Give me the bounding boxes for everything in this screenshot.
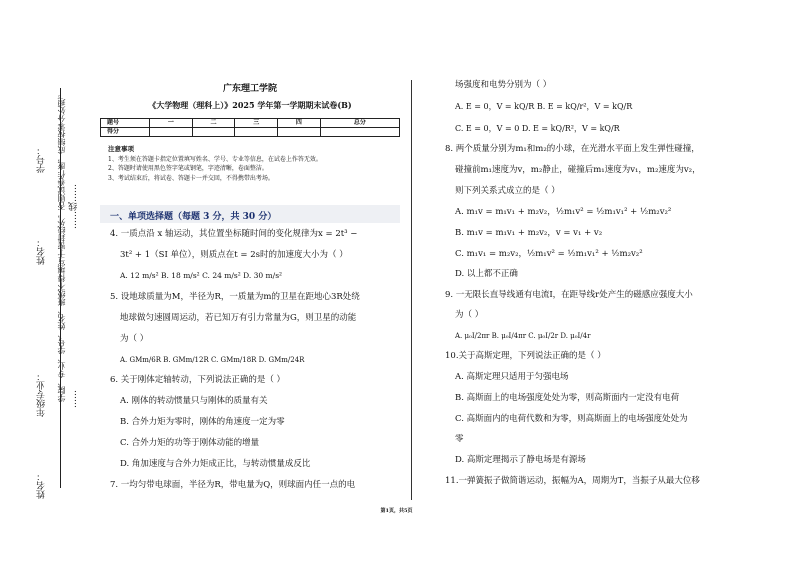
score-header-cell: 二 <box>192 119 235 128</box>
score-header-cell: 四 <box>278 119 321 128</box>
binding-dots-2: …… <box>69 390 79 408</box>
q10-option-c: C. 高斯面内的电荷代数和为零，则高斯面上的电场强度处处为 <box>455 414 688 424</box>
score-header-cell: 总分 <box>320 119 399 128</box>
column-divider <box>411 80 412 500</box>
score-cell <box>192 128 235 137</box>
q7-options-row2: C. E = 0，V = 0 D. E = kQ/R²，V = kQ/R <box>455 124 620 133</box>
score-header-cell: 三 <box>235 119 278 128</box>
page-footer: 第1页，共5页 <box>380 508 413 514</box>
section-title: 一、单项选择题（每题 3 分，共 30 分） <box>110 212 277 222</box>
notice-title: 注意事项 <box>108 145 134 153</box>
q8-option-b: B. m₁v = m₁v₁ + m₂v₂，v = v₁ + v₂ <box>455 228 603 238</box>
q6-option-d: D. 角加速度与合外力矩成正比，与转动惯量成反比 <box>120 459 311 469</box>
q8-line3: 则下列关系式成立的是（ ） <box>455 186 560 196</box>
exam-title: 《大学物理（理科上）》2025 学年第一学期期末试卷(B) <box>148 100 352 110</box>
score-header-cell: 一 <box>150 119 193 128</box>
q8-option-c: C. m₁v₁ = m₂v₂，½m₁v² = ½m₁v₁² + ½m₂v₂² <box>455 249 643 259</box>
school-name: 广东理工学院 <box>222 84 277 94</box>
q5-options: A. GMm/6R B. GMm/12R C. GMm/18R D. GMm/24R <box>120 356 305 364</box>
q10-option-a: A. 高斯定理只适用于匀强电场 <box>455 372 569 382</box>
notice-block <box>108 145 398 183</box>
q8-option-d: D. 以上都不正确 <box>455 269 518 279</box>
q5-line2: 地球做匀速圆周运动，若已知万有引力常量为G，则卫星的动能 <box>120 313 357 323</box>
q8-line2: 碰撞前m₁速度为v，m₂静止，碰撞后m₁速度为v₁，m₂速度为v₂， <box>455 165 701 175</box>
notice-item: 2、答题时请使用黑色签字笔或钢笔，字迹清晰，卷面整洁。 <box>108 165 268 172</box>
grade-major-label: 年级专业： <box>37 372 47 417</box>
q6-option-c: C. 合外力矩的功等于刚体动能的增量 <box>120 438 260 448</box>
q8-line1: 8. 两个质量分别为m₁和m₂的小球，在光滑水平面上发生弹性碰撞， <box>445 144 700 154</box>
score-row-label: 得分 <box>101 128 150 137</box>
q8-option-a: A. m₁v = m₁v₁ + m₂v₂，½m₁v² = ½m₁v₁² + ½m₂v₂² <box>455 207 672 217</box>
score-cell <box>320 128 399 137</box>
q4-line2: 3t² + 1（SI 单位），则质点在t = 2s时的加速度大小为（ ） <box>120 250 348 260</box>
q11-line1: 11.一弹簧振子做简谐运动，振幅为A，周期为T，当振子从最大位移 <box>445 476 700 486</box>
q10-stem: 10.关于高斯定理，下列说法正确的是（ ） <box>445 351 606 361</box>
q6-option-a: A. 刚体的转动惯量只与刚体的质量有关 <box>120 396 268 406</box>
q7-line1: 7. 一均匀带电球面，半径为R，带电量为Q，则球面内任一点的电 <box>110 480 356 490</box>
q5-line1: 5. 设地球质量为M，半径为R，一质量为m的卫星在距地心3R处绕 <box>110 292 360 302</box>
student-id-label: 学号： <box>37 146 47 173</box>
score-table <box>100 118 400 137</box>
q9-options: A. μ₀I/2πr B. μ₀I/4πr C. μ₀I/2r D. μ₀I/4r <box>455 332 591 340</box>
score-cell <box>278 128 321 137</box>
score-cell <box>150 128 193 137</box>
q6-stem: 6. 关于刚体定轴转动，下列说法正确的是（ ） <box>110 375 286 385</box>
q6-option-b: B. 合外力矩为零时，刚体的角速度一定为零 <box>120 417 285 427</box>
q7-line2: 场强度和电势分别为（ ） <box>455 80 552 90</box>
q9-line2: 为（ ） <box>455 310 484 320</box>
q5-line3: 为（ ） <box>120 334 149 344</box>
q10-option-d: D. 高斯定理揭示了静电场是有源场 <box>455 455 586 465</box>
q4-line1: 4. 一质点沿 x 轴运动，其位置坐标随时间的变化规律为x = 2t³ − <box>110 229 358 239</box>
binding-instruction: 学院、专业、学号、姓名、班级不得填写于密封线外，否则试卷作废，成绩按零分处理。 <box>57 90 66 402</box>
q10-option-c-cont: 零 <box>455 434 464 444</box>
score-cell <box>235 128 278 137</box>
q10-option-b: B. 高斯面上的电场强度处处为零，则高斯面内一定没有电荷 <box>455 393 680 403</box>
binding-dots: ……线…… <box>69 184 79 229</box>
score-header-cell: 题号 <box>101 119 150 128</box>
name-bottom-label: 姓名： <box>37 472 47 499</box>
q4-options: A. 12 m/s² B. 18 m/s² C. 24 m/s² D. 30 m/s² <box>120 271 283 280</box>
binding-line <box>60 88 61 488</box>
q7-options-row1: A. E = 0，V = kQ/R B. E = kQ/r²，V = kQ/R <box>455 102 633 111</box>
notice-item: 3、考试结束后，将试卷、答题卡一并交回，不得携带出考场。 <box>108 174 274 182</box>
q9-line1: 9. 一无限长直导线通有电流I，在距导线r处产生的磁感应强度大小 <box>445 290 693 300</box>
name-label: 姓名： <box>37 238 47 265</box>
notice-item: 1、考生须在答题卡指定位置填写姓名、学号、专业等信息，在试卷上作答无效。 <box>108 155 322 163</box>
